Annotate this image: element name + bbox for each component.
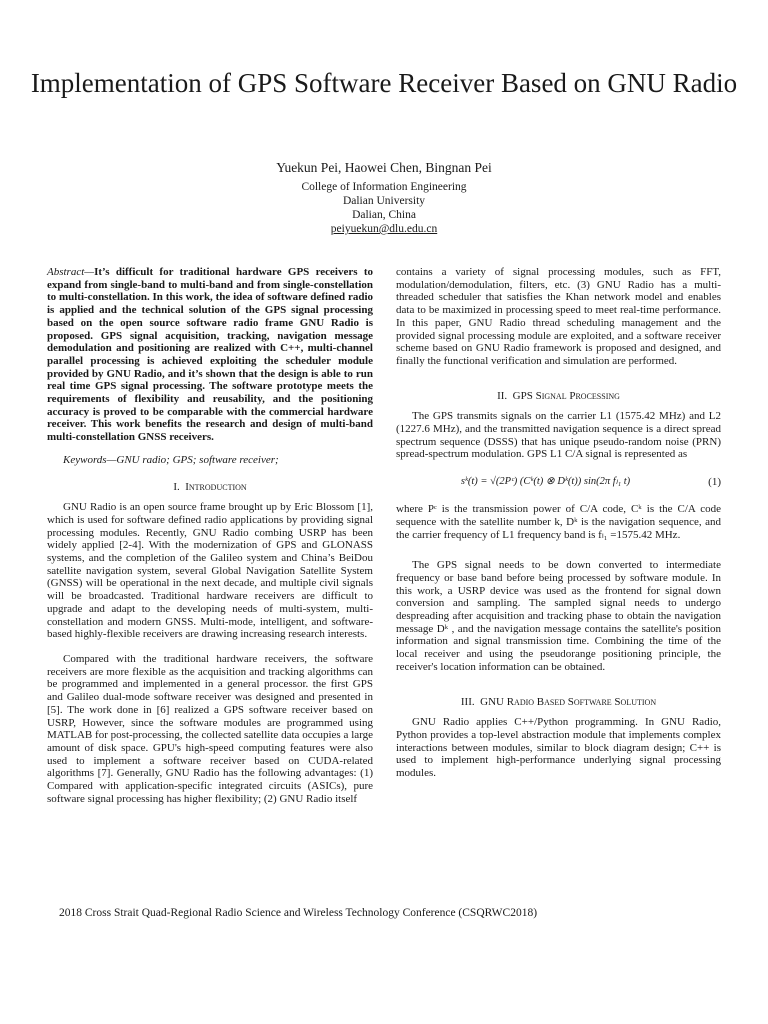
affiliation-college: College of Information Engineering — [301, 181, 467, 193]
paper-title: Implementation of GPS Software Receiver Based on GNU Radio — [30, 68, 738, 98]
affiliation-university: Dalian University — [342, 195, 426, 207]
section-3-heading: III. GNU Radio Based Software Solution — [460, 695, 657, 708]
section-2-paragraph-1: The GPS transmits signals on the carrier L1 (1575.42 MHz) and L2 (1227.6 MHz), and the transmitted navigation sequence is a direct spread spectrum sequence (DSSS) that has unique pseudo-random noise (PRN) spread-spectrum modulation. GPS L1 C/A signal is represented as — [396, 410, 721, 461]
section-2-heading: II. GPS Signal Processing — [497, 389, 620, 402]
left-column — [47, 266, 373, 805]
section-2-paragraph-3: The GPS signal needs to be down converted to intermediate frequency or base band before being processed by software module. In this work, a USRP device was used as the frontend for signal down conversion and sampling. The sampled signal needs to undergo despreading after acquisition and tracking phase to obtain the navigation message Dᵏ , and the navigation message contains the satellite's position information and signal transmission time. Combining the time of the local receiver and using the pseudorange positioning principle, the receiver's location information can be obtained. — [396, 559, 721, 673]
equation-1 — [396, 473, 721, 491]
section-1-paragraph-2: Compared with the traditional hardware receivers, the software receivers are more flexible as the acquisition and tracking algorithms can be programmed and implemented in a general processor. the first GPS and Galileo dual-mode software receiver was designed and presented in [5]. The work done in [6] realized a GPS software receiver based on USRP, However, since the software modules are programmed using MATLAB for post-processing, the collected satellite data occupies a large amount of disk space. GPU's high-speed computing features were also used to implement a software receiver based on CUDA-related algorithms [7]. Generally, GNU Radio has the following advantages: (1) Compared with application-specific integrated circuits (ASICs), pure software signal processing has higher flexibility; (2) GNU Radio itself — [47, 652, 373, 805]
abstract — [47, 266, 373, 444]
affiliation-location: Dalian, China — [352, 209, 416, 221]
keywords: Keywords—GNU radio; GPS; software receiver; — [63, 453, 279, 466]
equation-number: (1) — [708, 475, 721, 488]
paper-authors: Yuekun Pei, Haowei Chen, Bingnan Pei — [276, 160, 492, 175]
right-column — [396, 266, 721, 780]
author-email[interactable]: peiyuekun@dlu.edu.cn — [330, 223, 438, 235]
abstract-body: It’s difficult for traditional hardware GPS receivers to expand from single-band to multi-band and from single-constellation to multi-constellation. In this work, the idea of software defined radio is applied and the technical solution of the GPS signal processing based on the open source software radio frame GNU Radio is proposed. GPS signal acquisition, tracking, navigation message demodulation and positioning are realized with C++, multi-channel parallel processing is achieved exploiting the scheduler module provided by GNU Radio, and it’s shown that the design is able to run real time GPS signal processing. The software prototype meets the requirements of flexibility and reusability, and the positioning accuracy is proved to be comparable with the commercial hardware receiver. This work benefits the research and design of multi-band multi-constellation GNSS receivers. — [47, 266, 373, 444]
section-1-paragraph-1: GNU Radio is an open source frame brought up by Eric Blossom [1], which is used for software defined radio applications by providing signal processing modules. Recently, GNU Radio combing USRP has been widely applied [2-4]. With the modernization of GPS and GLONASS systems, and the completion of the Galileo system and China’s BeiDou satellite navigation system, several Global Navigation Satellite System (GNSS) will be operational in the next decade, and multiple civil signals will be broadcasted. Traditional hardware receivers are difficult to upgrade and adapt to the developing needs of multi-system, multi-constellation and modern GNSS. Multi-mode, intelligent, and software-based highly-flexible receivers are drawing increasing research interests. — [47, 501, 373, 641]
section-3-paragraph-1: GNU Radio applies C++/Python programming. In GNU Radio, Python provides a top-level abstraction module that implements complex interactions between modules, similar to block diagram design; C++ is used to implement high-performance underlying signal processing modules. — [396, 716, 721, 780]
equation-formula: sᵏ(t) = √(2Pᶜ) (Cᵏ(t) ⊗ Dᵏ(t)) sin(2π fₗ₁ t) — [460, 475, 631, 487]
right-paragraph-1: contains a variety of signal processing modules, such as FFT, modulation/demodulation, filters, etc. (3) GNU Radio has a multi-threaded scheduler that satisfies the Khan network model and enables data to be maximized in processing speed to meet real-time performance. In this paper, GNU Radio thread scheduling management and the provided signal processing module are exploited, and a software receiver scheme based on GNU Radio framework is proposed and designed, and finally the functional verification and simulation are performed. — [396, 266, 721, 367]
abstract-lead: Abstract— — [47, 266, 95, 278]
conference-footer: 2018 Cross Strait Quad-Regional Radio Science and Wireless Technology Conference (CSQRWC2018) — [59, 907, 538, 919]
section-1-heading: I. Introduction — [173, 480, 247, 493]
section-2-paragraph-2: where Pᶜ is the transmission power of C/A code, Cᵏ is the C/A code sequence with the satellite number k, Dᵏ is the navigation sequence, and the carrier frequency of L1 frequency band is fₗ₁ =1575.42 MHz. — [396, 503, 721, 541]
